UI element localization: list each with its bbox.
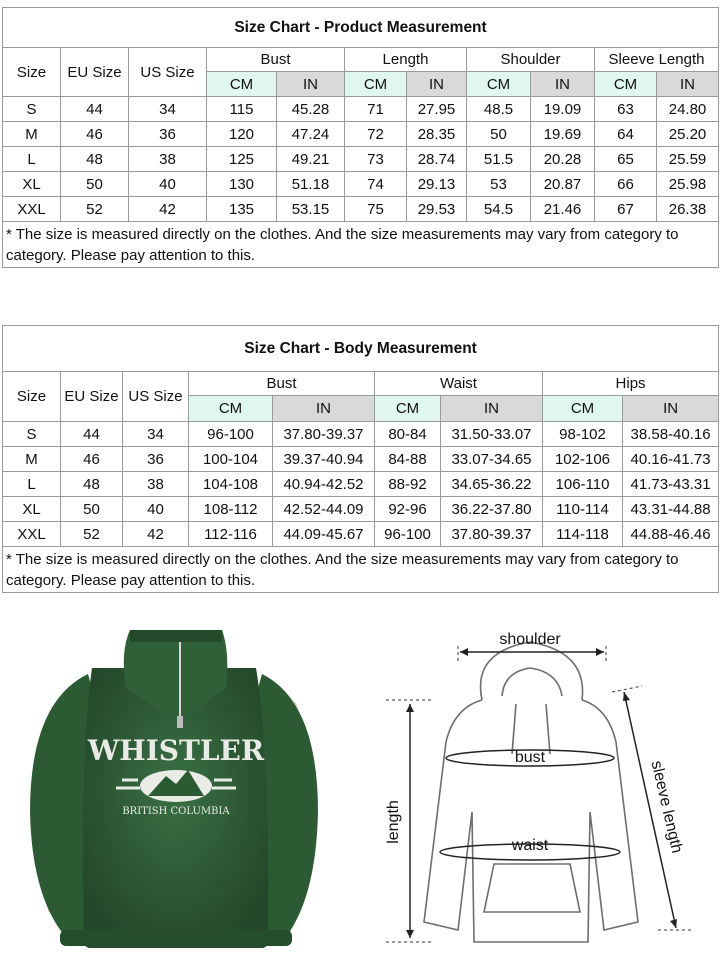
value-cell: 43.31-44.88 xyxy=(623,497,719,522)
value-cell: 135 xyxy=(207,197,277,222)
value-cell: 51.5 xyxy=(467,147,531,172)
value-cell: 49.21 xyxy=(277,147,345,172)
value-cell: 102-106 xyxy=(543,447,623,472)
cm-unit-header: CM xyxy=(375,396,441,422)
table-row xyxy=(3,497,719,522)
value-cell: 37.80-39.37 xyxy=(441,522,543,547)
product-chart-note: * The size is measured directly on the clothes. And the size measurements may vary from category to category. Please pay attention to this. xyxy=(3,222,719,268)
value-cell: 108-112 xyxy=(189,497,273,522)
bust-group-header: Bust xyxy=(207,48,345,72)
value-cell: 74 xyxy=(345,172,407,197)
value-cell: 42 xyxy=(123,522,189,547)
bust-group-header: Bust xyxy=(189,372,375,396)
value-cell: 48.5 xyxy=(467,97,531,122)
value-cell: 25.98 xyxy=(657,172,719,197)
value-cell: 28.35 xyxy=(407,122,467,147)
waist-group-header: Waist xyxy=(375,372,543,396)
size-header: Size xyxy=(3,48,61,97)
value-cell: 34 xyxy=(129,97,207,122)
value-cell: 46 xyxy=(61,122,129,147)
value-cell: 44 xyxy=(61,97,129,122)
cm-unit-header: CM xyxy=(595,72,657,97)
value-cell: 120 xyxy=(207,122,277,147)
value-cell: 53 xyxy=(467,172,531,197)
table-row xyxy=(3,522,719,547)
us-size-header: US Size xyxy=(129,48,207,97)
cm-unit-header: CM xyxy=(543,396,623,422)
size-cell: M xyxy=(3,122,61,147)
value-cell: 44 xyxy=(61,422,123,447)
value-cell: 64 xyxy=(595,122,657,147)
value-cell: 27.95 xyxy=(407,97,467,122)
length-group-header: Length xyxy=(345,48,467,72)
value-cell: 51.18 xyxy=(277,172,345,197)
value-cell: 21.46 xyxy=(531,197,595,222)
value-cell: 65 xyxy=(595,147,657,172)
value-cell: 96-100 xyxy=(189,422,273,447)
value-cell: 44.88-46.46 xyxy=(623,522,719,547)
print-sub-text: BRITISH COLUMBIA xyxy=(122,806,230,817)
value-cell: 25.20 xyxy=(657,122,719,147)
value-cell: 31.50-33.07 xyxy=(441,422,543,447)
value-cell: 41.73-43.31 xyxy=(623,472,719,497)
value-cell: 34 xyxy=(123,422,189,447)
value-cell: 40.94-42.52 xyxy=(273,472,375,497)
value-cell: 38.58-40.16 xyxy=(623,422,719,447)
value-cell: 130 xyxy=(207,172,277,197)
size-cell: L xyxy=(3,472,61,497)
sleeve-length-group-header: Sleeve Length xyxy=(595,48,719,72)
shoulder-group-header: Shoulder xyxy=(467,48,595,72)
value-cell: 88-92 xyxy=(375,472,441,497)
value-cell: 125 xyxy=(207,147,277,172)
value-cell: 24.80 xyxy=(657,97,719,122)
cm-unit-header: CM xyxy=(189,396,273,422)
value-cell: 63 xyxy=(595,97,657,122)
value-cell: 36 xyxy=(123,447,189,472)
value-cell: 96-100 xyxy=(375,522,441,547)
cm-unit-header: CM xyxy=(345,72,407,97)
value-cell: 66 xyxy=(595,172,657,197)
value-cell: 38 xyxy=(123,472,189,497)
value-cell: 48 xyxy=(61,472,123,497)
value-cell: 33.07-34.65 xyxy=(441,447,543,472)
table-row xyxy=(3,447,719,472)
value-cell: 40.16-41.73 xyxy=(623,447,719,472)
value-cell: 19.09 xyxy=(531,97,595,122)
value-cell: 106-110 xyxy=(543,472,623,497)
value-cell: 72 xyxy=(345,122,407,147)
in-unit-header: IN xyxy=(277,72,345,97)
value-cell: 50 xyxy=(467,122,531,147)
value-cell: 48 xyxy=(61,147,129,172)
value-cell: 20.87 xyxy=(531,172,595,197)
in-unit-header: IN xyxy=(273,396,375,422)
value-cell: 75 xyxy=(345,197,407,222)
value-cell: 39.37-40.94 xyxy=(273,447,375,472)
value-cell: 112-116 xyxy=(189,522,273,547)
body-chart-note: * The size is measured directly on the clothes. And the size measurements may vary from category to category. Please pay attention to this. xyxy=(3,547,719,593)
value-cell: 110-114 xyxy=(543,497,623,522)
table-row xyxy=(3,472,719,497)
value-cell: 100-104 xyxy=(189,447,273,472)
size-cell: XL xyxy=(3,497,61,522)
length-label: length xyxy=(385,800,402,844)
in-unit-header: IN xyxy=(407,72,467,97)
bust-label: bust xyxy=(514,749,546,766)
in-unit-header: IN xyxy=(657,72,719,97)
size-cell: XXL xyxy=(3,522,61,547)
value-cell: 29.13 xyxy=(407,172,467,197)
shoulder-label: shoulder xyxy=(499,631,561,648)
value-cell: 53.15 xyxy=(277,197,345,222)
size-cell: L xyxy=(3,147,61,172)
eu-size-header: EU Size xyxy=(61,48,129,97)
in-unit-header: IN xyxy=(623,396,719,422)
us-size-header: US Size xyxy=(123,372,189,422)
product-measurement-table xyxy=(2,7,719,268)
value-cell: 52 xyxy=(61,522,123,547)
value-cell: 80-84 xyxy=(375,422,441,447)
value-cell: 40 xyxy=(129,172,207,197)
in-unit-header: IN xyxy=(531,72,595,97)
size-cell: S xyxy=(3,97,61,122)
cm-unit-header: CM xyxy=(467,72,531,97)
value-cell: 37.80-39.37 xyxy=(273,422,375,447)
value-cell: 92-96 xyxy=(375,497,441,522)
value-cell: 44.09-45.67 xyxy=(273,522,375,547)
value-cell: 73 xyxy=(345,147,407,172)
value-cell: 40 xyxy=(123,497,189,522)
value-cell: 19.69 xyxy=(531,122,595,147)
value-cell: 47.24 xyxy=(277,122,345,147)
cm-unit-header: CM xyxy=(207,72,277,97)
value-cell: 20.28 xyxy=(531,147,595,172)
product-chart-rows xyxy=(3,97,719,222)
value-cell: 98-102 xyxy=(543,422,623,447)
size-cell: XL xyxy=(3,172,61,197)
value-cell: 84-88 xyxy=(375,447,441,472)
table-row xyxy=(3,197,719,222)
table-row xyxy=(3,122,719,147)
in-unit-header: IN xyxy=(441,396,543,422)
value-cell: 46 xyxy=(61,447,123,472)
value-cell: 25.59 xyxy=(657,147,719,172)
value-cell: 114-118 xyxy=(543,522,623,547)
value-cell: 104-108 xyxy=(189,472,273,497)
value-cell: 42.52-44.09 xyxy=(273,497,375,522)
table-row xyxy=(3,422,719,447)
value-cell: 45.28 xyxy=(277,97,345,122)
value-cell: 50 xyxy=(61,172,129,197)
value-cell: 34.65-36.22 xyxy=(441,472,543,497)
eu-size-header: EU Size xyxy=(61,372,123,422)
value-cell: 36 xyxy=(129,122,207,147)
value-cell: 38 xyxy=(129,147,207,172)
measurement-diagram xyxy=(362,612,720,960)
value-cell: 28.74 xyxy=(407,147,467,172)
hips-group-header: Hips xyxy=(543,372,719,396)
value-cell: 26.38 xyxy=(657,197,719,222)
body-measurement-table xyxy=(2,325,719,593)
body-chart-rows xyxy=(3,422,719,547)
sleeve-length-label: sleeve length xyxy=(647,759,686,855)
value-cell: 36.22-37.80 xyxy=(441,497,543,522)
value-cell: 29.53 xyxy=(407,197,467,222)
product-chart-title: Size Chart - Product Measurement xyxy=(3,8,719,48)
waist-label: waist xyxy=(511,837,549,854)
value-cell: 71 xyxy=(345,97,407,122)
body-chart-title: Size Chart - Body Measurement xyxy=(3,326,719,372)
value-cell: 54.5 xyxy=(467,197,531,222)
size-cell: XXL xyxy=(3,197,61,222)
table-row xyxy=(3,97,719,122)
table-row xyxy=(3,147,719,172)
value-cell: 50 xyxy=(61,497,123,522)
sweatshirt-photo xyxy=(0,612,350,960)
print-main-text: WHISTLER xyxy=(87,734,265,767)
value-cell: 52 xyxy=(61,197,129,222)
size-header: Size xyxy=(3,372,61,422)
value-cell: 42 xyxy=(129,197,207,222)
value-cell: 115 xyxy=(207,97,277,122)
size-cell: S xyxy=(3,422,61,447)
value-cell: 67 xyxy=(595,197,657,222)
table-row xyxy=(3,172,719,197)
size-cell: M xyxy=(3,447,61,472)
